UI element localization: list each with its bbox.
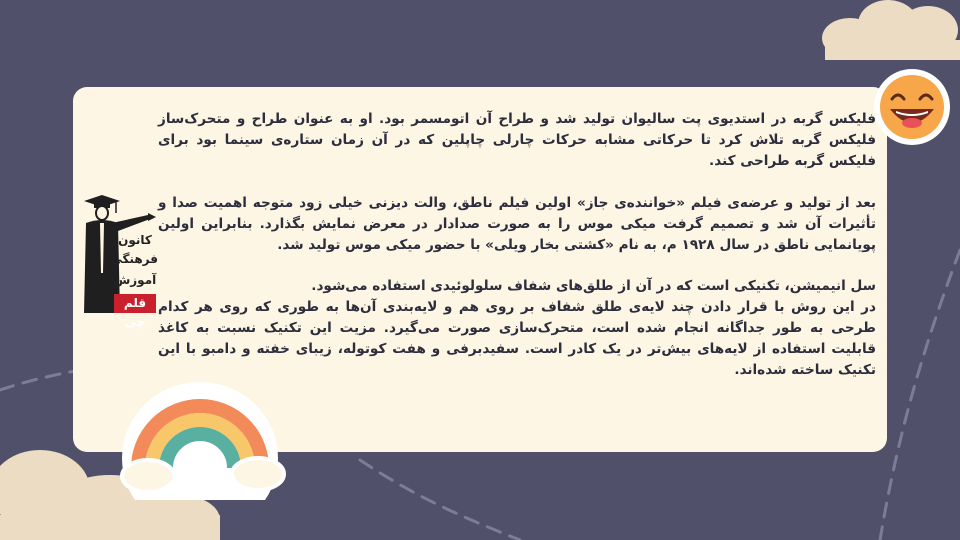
paragraph-felix: فلیکس گربه در استدیوی پت سالیوان تولید شد و طراح آن اتومسمر بود. او به عنوان طراح و متحرک‌ساز فلیکس گربه تلاش کرد تا حرکاتی مشابه حرکات چارلی چاپلین که در آن زمان ستاره‌ی سینما بود برای فلیکس گربه طراحی کند. — [158, 111, 876, 169]
dashed-path-right — [880, 250, 960, 540]
logo-text-line2: فرهنگی — [110, 252, 158, 266]
logo-text-line1: کانون — [118, 233, 152, 247]
main-text — [158, 109, 876, 381]
logo-text-line4: قلم چی — [114, 294, 156, 313]
logo-text-line3: آموزش — [113, 273, 157, 287]
paragraph-cel-intro: سل انیمیشن، تکنیکی است که در آن از طلق‌های شفاف سلولوئیدی استفاده می‌شود. — [311, 278, 876, 294]
paragraph-cel-body: در این روش با قرار دادن چند لایه‌ی طلق شفاف بر روی هم و لایه‌بندی آن‌ها به طوری که روی هر کدام طرحی به طور جداگانه انجام شده است، متحرک‌سازی صورت می‌گیرد. مزیت این تکنیک نسبت به کاغذ قابلیت استفاده از لایه‌های بیش‌تر در یک کادر است. سفیدبرفی و هفت کوتوله، زیبای خفته و دامبو با این تکنیک ساخته شده‌اند. — [158, 299, 876, 378]
cloud-top-right-icon — [810, 0, 960, 60]
paragraph-mickey: بعد از تولید و عرضه‌ی فیلم «خواننده‌ی جاز» اولین فیلم ناطق، والت دیزنی خیلی زود متوجه اهمیت صدا و تأثیرات آن شد و تصمیم گرفت میکی موس را به صورت صدادار در معرض نمایش بگذارد. بنابراین اولین پویانمایی ناطق در سال ۱۹۲۸ م، به نام «کشتی بخار ویلی» با حضور میکی موس تولید شد. — [158, 195, 876, 253]
smiling-face-emoji-icon — [872, 67, 952, 147]
dashed-path-bottom — [360, 460, 520, 540]
rainbow-icon — [110, 380, 290, 500]
